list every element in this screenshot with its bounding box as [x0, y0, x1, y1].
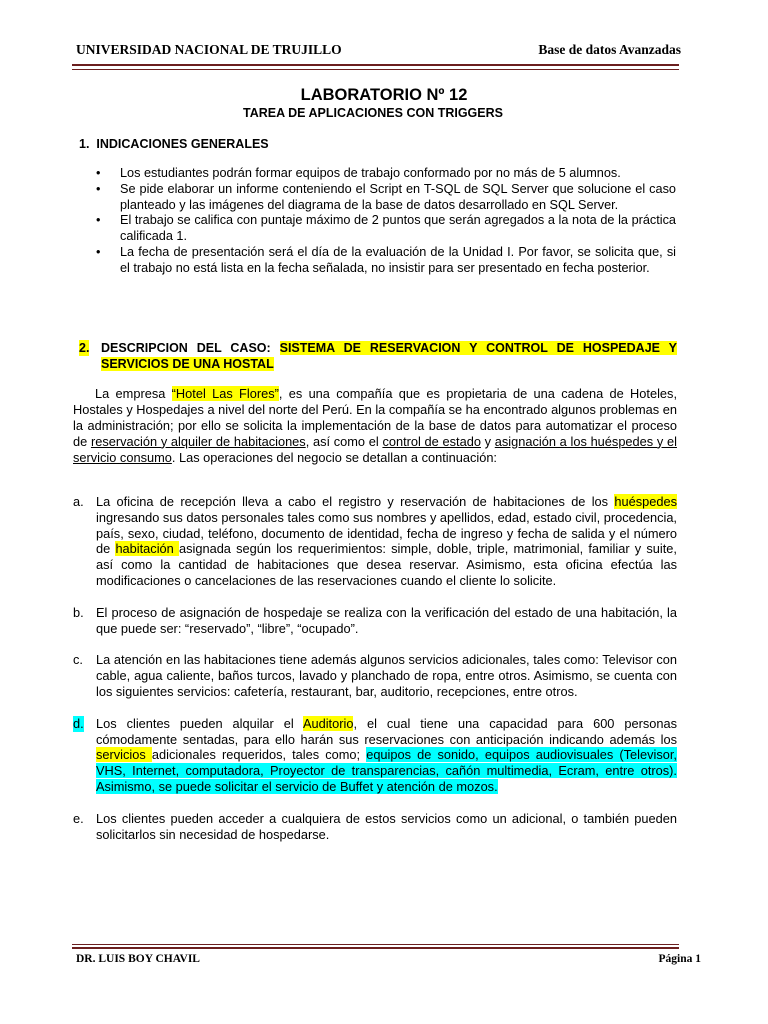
page-title: LABORATORIO Nº 12 — [300, 86, 468, 104]
header-university: UNIVERSIDAD NACIONAL DE TRUJILLO — [76, 42, 342, 57]
section-1-label: INDICACIONES GENERALES — [96, 137, 269, 151]
business-operations-list — [73, 494, 677, 858]
underlined-state-control: control de estado — [382, 433, 481, 449]
highlight-guests: huéspedes — [614, 494, 677, 509]
header-rule-thin — [72, 69, 679, 70]
highlight-room: habitación — [115, 541, 179, 557]
section-2-heading — [79, 340, 677, 372]
list-item-e: e. Los clientes pueden acceder a cualquiera de estos servicios como un adicional, o también pueden solicitarlos sin necesidad de hospedarse. — [73, 810, 677, 842]
list-item-d: d. Los clientes pueden alquilar el Auditorio, el cual tiene una capacidad para 600 personas cómodamente sentadas, para ello harán sus reservaciones con anticipación indicando además los servicios adicionales requeridos, tales como; equipos de sonido, equipos audiovisuales (Televisor, VHS, Internet, computadora, Proyector de transparencias, cañón multimedia, Ecram, entre otros). Asimismo, se puede solicitar el servicio de Buffet y atención de mozos. — [73, 715, 678, 794]
highlight-equipment: equipos de sonido, equipos audiovisuales (Televisor, VHS, Internet, computadora, Proyector de transparencias, cañón multimedia, Ecram, entre otros). Asimismo, se puede solicitar el servicio de Buffet y atención de mozos. — [96, 747, 677, 794]
section-2-case-title: SISTEMA DE RESERVACION Y CONTROL DE HOSPEDAJE Y SERVICIOS DE UNA HOSTAL — [101, 341, 677, 371]
general-instructions-list — [96, 166, 676, 277]
highlight-auditorium: Auditorio — [302, 715, 354, 731]
footer-author: DR. LUIS BOY CHAVIL — [76, 953, 200, 965]
bullet-icon: • — [96, 181, 101, 196]
header-course: Base de datos Avanzadas — [538, 42, 681, 57]
section-1-heading — [79, 137, 269, 151]
list-item-b: b. El proceso de asignación de hospedaje se realiza con la verificación del estado de una habitación, la que puede ser: “reservado”, “libre”, “ocupado”. — [73, 604, 677, 636]
underlined-reservation: reservación y alquiler de habitaciones — [90, 433, 306, 449]
hotel-name: “Hotel Las Flores” — [171, 386, 279, 401]
case-intro-paragraph: La empresa “Hotel Las Flores”, es una compañía que es propietaria de una cadena de Hoteles, Hostales y Hospedajes a nivel del norte del Perú. En la compañía se ha encontrado algunos problemas en la administración; por ello se solicita la implementación de la base de datos para automatizar el proceso de reservación y alquiler de habitaciones, así como el control de estado y asignación a los huéspedes y el servicio consumo. Las operaciones del negocio se detallan a continuación: — [73, 386, 678, 465]
bullet-icon: • — [96, 244, 101, 259]
list-item: • Se pide elaborar un informe conteniendo el Script en T-SQL de SQL Server que solucione el caso planteado y las imágenes del diagrama de la base de datos desarrollado en SQL Server. — [96, 181, 676, 212]
list-item: • El trabajo se califica con puntaje máximo de 2 puntos que serán agregados a la nota de la práctica calificada 1. — [96, 213, 676, 244]
section-2-number: 2. — [79, 341, 90, 355]
highlight-services: servicios — [96, 747, 152, 763]
header-rule-thick — [72, 64, 679, 66]
list-item: • Los estudiantes podrán formar equipos de trabajo conformado por no más de 5 alumnos. — [96, 166, 621, 180]
list-item: • La fecha de presentación será el día de la evaluación de la Unidad I. Por favor, se solicita que, si el trabajo no está lista en la fecha señalada, no insistir para ser presentado en fecha posterior. — [96, 244, 676, 275]
footer-rule-thick — [72, 947, 679, 949]
page-footer — [76, 953, 701, 971]
section-1-number: 1. — [79, 137, 90, 151]
underlined-guest-assignment: asignación a los huéspedes y el servicio consumo — [73, 433, 677, 465]
footer-rule-thin — [72, 944, 679, 945]
footer-page-number: Página 1 — [658, 953, 701, 965]
section-2-prefix: DESCRIPCION DEL CASO: — [101, 341, 280, 355]
list-item-c: c. La atención en las habitaciones tiene además algunos servicios adicionales, tales como: Televisor con cable, agua caliente, baños turcos, lavado y planchado de ropa, entre otros. Asimismo, se cuenta con los siguientes servicios: cafetería, restaurant, bar, auditorio, recepciones, entre otros. — [73, 652, 677, 699]
page-subtitle: TAREA DE APLICACIONES CON TRIGGERS — [243, 106, 503, 120]
bullet-icon: • — [96, 213, 101, 228]
bullet-icon: • — [96, 166, 101, 180]
list-item-a: a. La oficina de recepción lleva a cabo el registro y reservación de habitaciones de los huéspedes ingresando sus datos personales tales como sus nombres y apellidos, edad, estado civil, procedencia, país, sexo, ciudad, teléfono, documento de identidad, fecha de ingreso y fecha de salida y el número de habitación asignada según los requerimientos: simple, doble, triple, matrimonial, familiar y suite, así como la cantidad de habitaciones que desea reservar. Asimismo, esta oficina efectúa las modificaciones o cancelaciones de las reservaciones cuando el cliente lo solicite. — [73, 494, 677, 588]
page-header — [72, 42, 681, 62]
